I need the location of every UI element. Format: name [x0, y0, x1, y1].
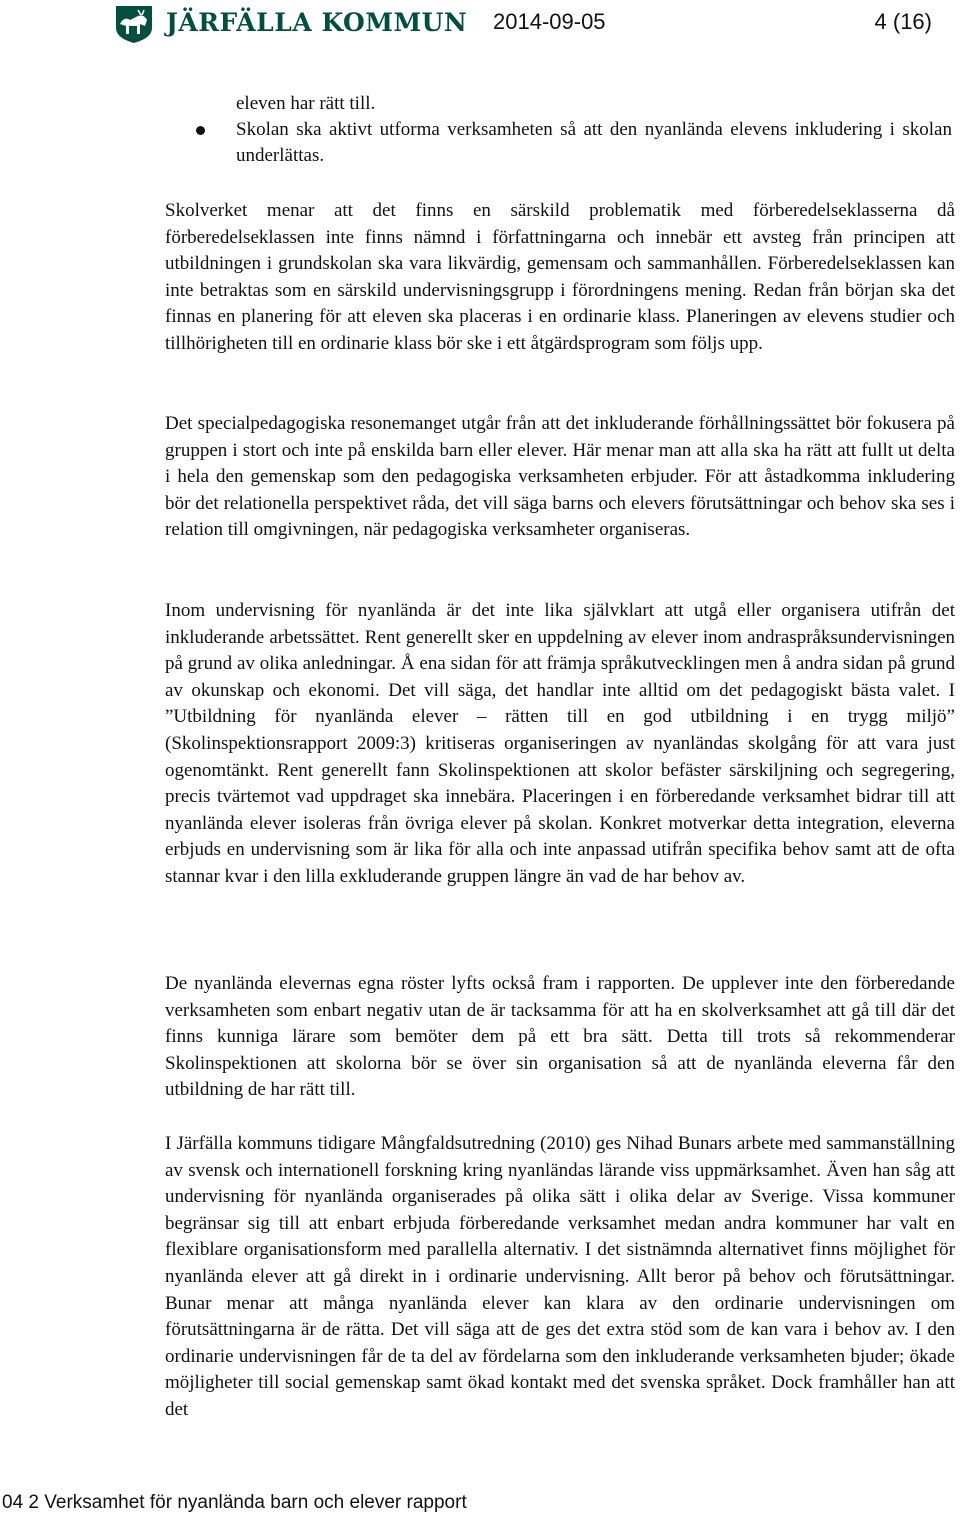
bullet-continuation: eleven har rätt till.: [236, 93, 376, 114]
paragraph-1: Skolverket menar att det finns en särskild problematik med förberedelseklasserna då förberedelseklassen inte finns nämnd i författningarna och innebär ett avsteg från principen att utbildningen i grundskolan ska vara likvärdig, gemensam och sammanhållen. Förberedelseklassen kan inte betraktas som en särskild undervisningsgrupp i förordningens mening. Redan från början ska det finnas en planering för att eleven ska placeras i en ordinarie klass. Planeringen av elevens studier och tillhörigheten till en ordinarie klass bör ske i ett åtgärdsprogram som följs upp.: [165, 200, 955, 354]
paragraph-4: De nyanlända elevernas egna röster lyfts också fram i rapporten. De upplever inte den förberedande verksamheten som enbart negativ utan de är tacksamma för att ha en skolverksamhet att gå till där det finns kunniga lärare som bemöter dem på ett bra sätt. Detta till trots så rekommenderar Skolinspektionen att skolorna bör se över sin organisation så att de nyanlända eleverna får den utbildning de har rätt till.: [165, 973, 955, 1101]
document-date: 2014-09-05: [493, 9, 606, 34]
page-header: [0, 0, 960, 50]
municipality-crest-icon: [114, 4, 154, 44]
municipality-name: JÄRFÄLLA KOMMUN: [166, 8, 468, 37]
paragraph-3: Inom undervisning för nyanlända är det inte lika självklart att utgå eller organisera utifrån det inkluderande arbetssättet. Rent generellt sker en uppdelning av elever inom andraspråksundervisningen på grund av olika anledningar. Å ena sidan för att främja språkutvecklingen men å andra sidan på grund av okunskap och ekonomi. Det vill säga, det handlar inte alltid om det pedagogiskt bästa valet. I ”Utbildning för nyanlända elever – rätten till en god utbildning i en trygg miljö” (Skolinspektionsrapport 2009:3) kritiseras organiseringen av nyanländas skolgång för att vara just ogenomtänkt. Rent generellt fann Skolinspektionen att skolor befäster särskiljning och segregering, precis tvärtemot vad uppdraget ska innebära. Placeringen i en förberedande verksamhet bidrar till att nyanlända elever isoleras från övriga elever på skolan. Konkret motverkar detta integration, eleverna erbjuds en undervisning som är lika för alla och inte anpassad utifrån specifika behov samt att de ofta stannar kvar i den lilla exkluderande gruppen längre än vad de har behov av.: [165, 600, 955, 887]
paragraph-2: Det specialpedagogiska resonemanget utgår från att det inkluderande förhållningssättet bör fokusera på gruppen i stort och inte på enskilda barn eller elever. Här menar man att alla ska ha rätt att fullt ut delta i hela den gemenskap som den pedagogiska verksamheten erbjuder. För att åstadkomma inkludering bör det relationella perspektivet råda, det vill säga barns och elevers förutsättningar och behov ska ses i relation till omgivningen, när pedagogiska verksamheter organiseras.: [165, 413, 955, 541]
paragraph-5: I Järfälla kommuns tidigare Mångfaldsutredning (2010) ges Nihad Bunars arbete med sammanställning av svensk och internationell forskning kring nyanländas lärande viss uppmärksamhet. Även han såg att undervisning för nyanlända organiserades på olika sätt i olika delar av Sverige. Vissa kommuner begränsar sig till att enbart erbjuda förberedande verksamhet medan andra kommuner har valt en flexiblare organisationsform med parallella alternativ. I det sistnämnda alternativet finns möjlighet för nyanlända elever att gå direkt in i ordinarie undervisning. Allt beror på behov och förutsättningar. Bunar menar att många nyanlända elever kan klara av den ordinarie undervisningen om förutsättningarna är de rätta. Det vill säga att de ges det extra stöd som de kan vara i behov av. I den ordinarie undervisningen får de ta del av fördelarna som den inkluderande verksamheten bjuder; ökade möjligheter till social gemenskap samt ökad kontakt med det svenska språket. Dock framhåller han att det: [165, 1133, 955, 1420]
bullet-text: Skolan ska aktivt utforma verksamheten så att den nyanlända elevens inkludering i skolan underlättas.: [236, 119, 952, 166]
page-number: 4 (16): [874, 9, 932, 34]
bullet-icon: [196, 126, 205, 135]
document-footer: 04 2 Verksamhet för nyanlända barn och elever rapport: [2, 1492, 467, 1513]
